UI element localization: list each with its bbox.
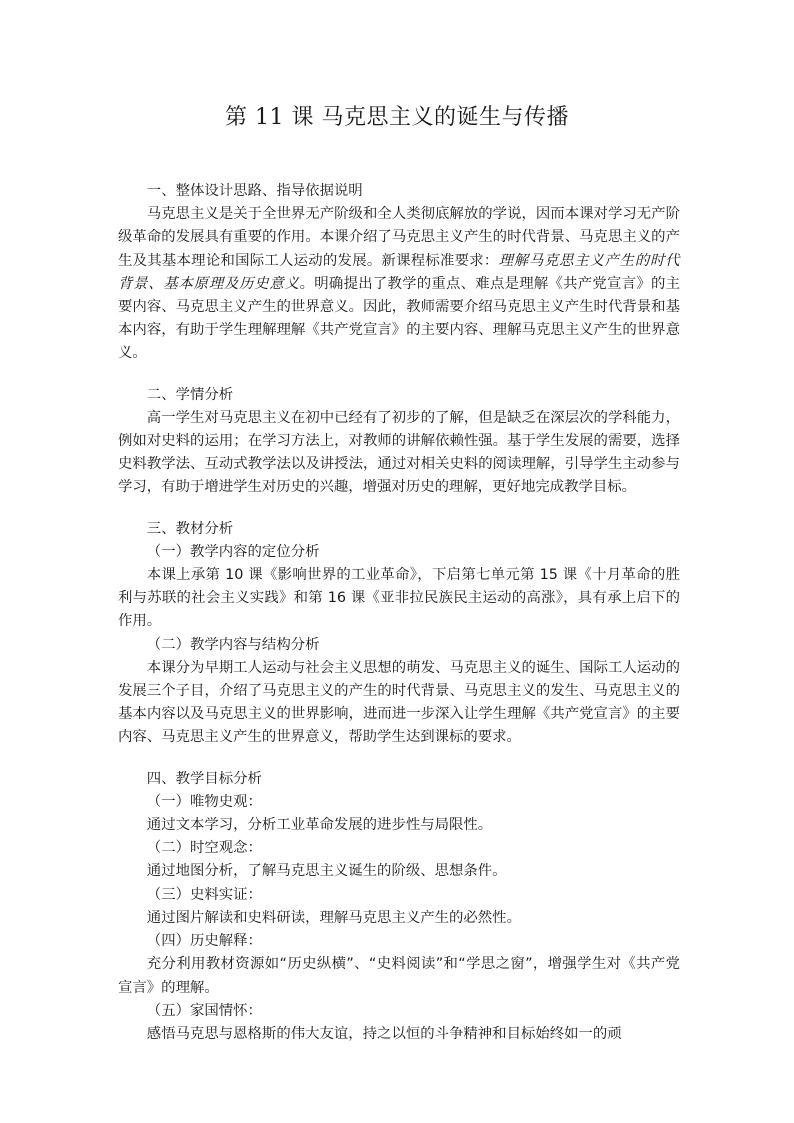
objective-text: 充分利用教材资源如“历史纵横”、“史料阅读”和“学思之窗”，增强学生对《共产党宣言》的理解。 bbox=[118, 956, 680, 996]
paragraph-design bbox=[118, 203, 680, 365]
objective-text: 通过地图分析，了解马克思主义诞生的阶级、思想条件。 bbox=[146, 863, 507, 880]
curriculum-requirement: 理解马克思主义产生的时代背景、基本原理及历史意义 bbox=[118, 252, 680, 292]
section-heading-design: 一、整体设计思路、指导依据说明 bbox=[146, 183, 363, 199]
document-body bbox=[118, 180, 680, 1046]
objective-label: （四）历史解释： bbox=[146, 933, 262, 950]
subheading-positioning: （一）教学内容的定位分析 bbox=[146, 543, 320, 560]
paragraph-text: 马克思主义是关于全世界无产阶级和全人类彻底解放的学说，因而本课对学习无产阶级革命的发展具有重要的作用。本课介绍了马克思主义产生的时代背景、马克思主义的产生及其基本理论和国际工人运动的发展。新课程标准要求： bbox=[118, 206, 680, 269]
objective-label: （一）唯物史观： bbox=[146, 793, 262, 810]
paragraph-text: 。明确提出了教学的重点、难点是理解《共产党宣言》的主要内容、马克思主义产生的世界意义。因此，教师需要介绍马克思主义产生时代背景和基本内容，有助于学生理解理解《共产党宣言》的主要内容、理解马克思主义产生的世界意义。 bbox=[118, 275, 680, 362]
objective-text: 通过图片解读和史料研读，理解马克思主义产生的必然性。 bbox=[146, 909, 521, 926]
subheading-structure: （二）教学内容与结构分析 bbox=[146, 636, 320, 653]
objective-label: （二）时空观念： bbox=[146, 840, 262, 857]
objective-label: （五）家国情怀： bbox=[146, 1002, 262, 1019]
section-heading-students: 二、学情分析 bbox=[146, 386, 234, 403]
page-title: 第 11 课 马克思主义的诞生与传播 bbox=[225, 105, 569, 130]
paragraph-positioning: 本课上承第 10 课《影响世界的工业革命》，下启第七单元第 15 课《十月革命的胜利与苏联的社会主义实践》和第 16 课《亚非拉民族民主运动的高涨》，具有承上启下的作用。 bbox=[118, 567, 680, 630]
objective-label: （三）史料实证： bbox=[146, 886, 262, 903]
section-heading-objectives: 四、教学目标分析 bbox=[146, 770, 262, 787]
paragraph-structure: 本课分为早期工人运动与社会主义思想的萌发、马克思主义的诞生、国际工人运动的发展三个子目，介绍了马克思主义的产生的时代背景、马克思主义的发生、马克思主义的基本内容以及马克思主义的世界影响，进而进一步深入让学生理解《共产党宣言》的主要内容、马克思主义产生的世界意义，帮助学生达到课标的要求。 bbox=[118, 659, 680, 746]
section-heading-textbook: 三、教材分析 bbox=[146, 520, 234, 537]
objective-text: 通过文本学习，分析工业革命发展的进步性与局限性。 bbox=[146, 817, 493, 834]
objective-text: 感悟马克思与恩格斯的伟大友谊，持之以恒的斗争精神和目标始终如一的顽 bbox=[146, 1025, 622, 1042]
paragraph-students: 高一学生对马克思主义在初中已经有了初步的了解，但是缺乏在深层次的学科能力，例如对史料的运用；在学习方法上，对教师的讲解依赖性强。基于学生发展的需要，选择史料教学法、互动式教学法以及讲授法，通过对相关史料的阅读理解，引导学生主动参与学习，有助于增进学生对历史的兴趣，增强对历史的理解，更好地完成教学目标。 bbox=[118, 409, 680, 496]
